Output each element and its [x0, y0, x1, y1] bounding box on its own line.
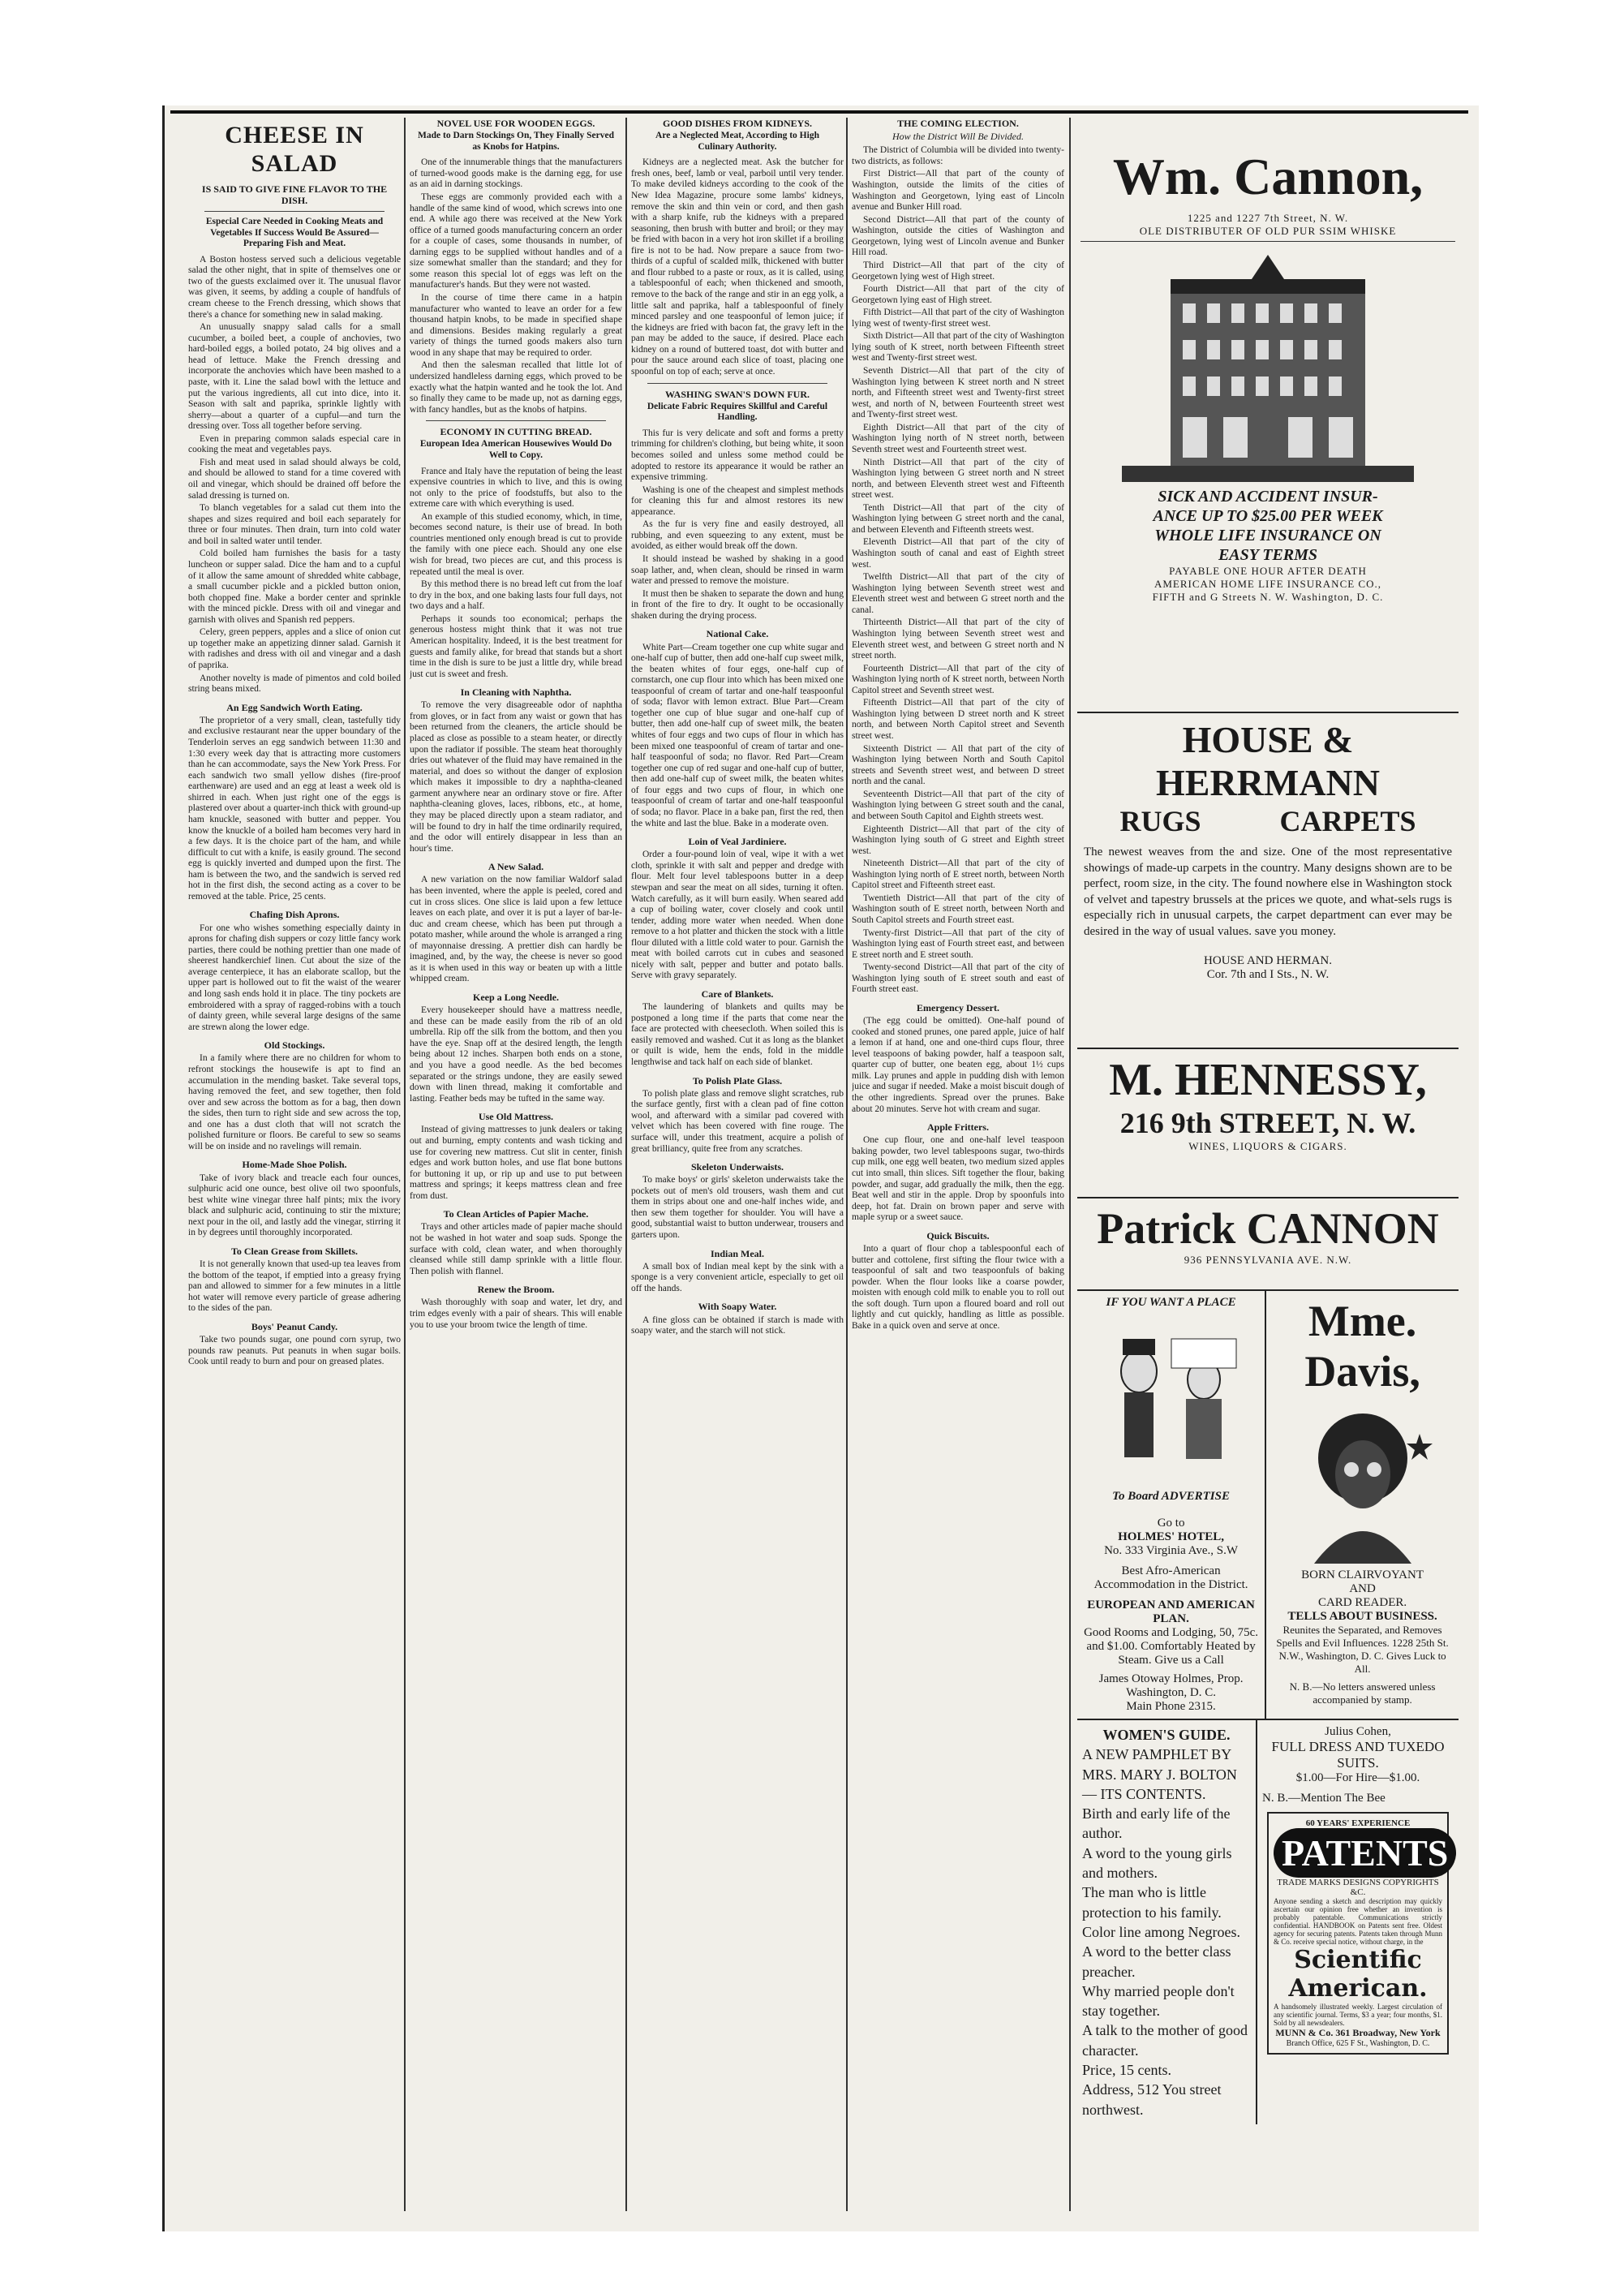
district-paragraph: Ninth District—All that part of the city of Washington lying between G street north and N street north, and between Eleventh street west and Fifteenth street west. [852, 457, 1064, 501]
ad-subtitle [1081, 804, 1455, 838]
paragraph: France and Italy have the reputation of being the least expensive countries in which to live, and this is owing not only to the price of foodstuffs, but also to the extreme care with which everything is used. [410, 466, 622, 510]
headline: THE COMING ELECTION. [897, 118, 1019, 129]
insurance-line: WHOLE LIFE INSURANCE ON [1154, 527, 1381, 544]
deck: Especial Care Needed in Cooking Meats and Vegetables If Success Would Be Assured—Preparing Fish and Meat. [205, 217, 384, 249]
paragraph: In a family where there are no children for whom to refront stockings the housewife is apt to find an accumulation in the mending basket. Take several tops, having removed the feet, and sew together, then fold over and sew across the bottom as for a bag, then down the sides, then turn to right side and sew across the top, and one has a dust cloth that will not scratch the polished furniture or floors. Be careful to sew so seams will be on inside and no ravelings will remain. [188, 1053, 401, 1151]
paragraph: Celery, green peppers, apples and a slice of onion cut up together make an appetizing dinner salad. Garnish it with radishes and dress with oil and vinegar and a dash of paprika. [188, 627, 401, 671]
ad-line: Price, 15 cents. [1082, 2062, 1171, 2079]
ad-line: EUROPEAN AND AMERICAN PLAN. [1087, 1599, 1255, 1625]
paragraph: Order a four-pound loin of veal, wipe it with a wet cloth, sprinkle it with salt and pepper and dredge with flour. Melt four level tablespoons butter in a deep stewpan and sear the meat on all sides, turning it often. Watch carefully, as it will burn easily. When seared add a cup of boiling water, cover closely and cook until tender, adding more water when needed. When done remove to a hot platter and thicken the stock with a little flour diluted with a little cold water to pour. Garnish the meat with boiled carrots cut in cubes and seasoned nicely with salt, pepper and butter and potato balls. Serve with gravy separately. [631, 850, 844, 981]
column-rule [404, 118, 406, 2211]
ad-right-stack [1257, 1720, 1459, 2124]
column-4 [852, 118, 1064, 2211]
ad-line: Branch Office, 625 F St., Washington, D. C. [1286, 2039, 1430, 2048]
district-paragraph: Thirteenth District—All that part of the city of Washington lying between Seventh street west and Eleventh street west, and between G street north and N street north. [852, 617, 1064, 661]
ad-title: Julius Cohen, [1325, 1725, 1391, 1738]
deck: Are a Neglected Meat, According to High Culinary Authority. [655, 131, 819, 152]
insurance-line: AMERICAN HOME LIFE INSURANCE CO., [1154, 578, 1381, 590]
paragraph: To make boys' or girls' skeleton underwaists take the pockets out of men's old trousers, wash them and cut them in strips about one and one-half inches wide, and then sew them together for shoulder. You will have a good, substantial waist to button underwear, trousers and garters upon. [631, 1175, 844, 1241]
paragraph: It is not generally known that used-up tea leaves from the bottom of the teapot, if emptied into a greasy frying pan and allowed to simmer for a few minutes in a little hot water will remove every particle of grease adhering to the sides of the pan. [188, 1259, 401, 1314]
ad-line: Anyone sending a sketch and description may quickly ascertain our opinion free whether an invention is probably patentable. Communications strictly confidential. HANDBOOK on Patents sent free. Oldest agency for securing patents. Patents taken through Munn & Co. receive special notice, without charge, in the [1274, 1897, 1442, 1946]
ad-line: A handsomely illustrated weekly. Largest circulation of any scientific journal. Terms, $3 a year; four months, $1. Sold by all newsdealers. [1274, 2003, 1442, 2027]
paragraph: A new variation on the now familiar Waldorf salad has been invented, where the apple is peeled, cored and cut in cross slices. One slice is laid upon a few lettuce leaves on each plate, and over it is put a layer of bar-le-duc and cream cheese, which has been put through a potato masher, while around the whole is arranged a ring of mayonnaise dressing. A prettier dish can hardly be imagined, and, by the way, the cheese is never so good as it is when used in this way or beaten up with a little whipped cream. [410, 875, 622, 984]
advertise-illustration [1090, 1315, 1252, 1485]
portrait-illustration [1282, 1401, 1444, 1564]
paragraph: Wash thoroughly with soap and water, let dry, and trim edges evenly with a pair of shears. This will enable you to use your broom twice the length of time. [410, 1297, 622, 1330]
ad-title: M. HENNESSY, [1109, 1055, 1427, 1105]
paragraph: A Boston hostess served such a delicious vegetable salad the other night, that in spite of themselves one or two of the guests exclaimed over it. The unusual flavor was given, it seems, by adding a couple of handfuls of cream cheese to the French dressing, which shows that there's a chance for something new in salad making. [188, 254, 401, 320]
paragraph: One cup flour, one and one-half level teaspoon baking powder, two level tablespoons sugar, two-thirds cup milk, one egg well beaten, two medium sized apples cut into small, thin slices. Sift together the flour, baking powder, and sugar, add gradually the milk, then the egg. Beat well and stir in the apple. Drop by spoonfuls into deep, hot fat. Drain on brown paper and serve with maple syrup or a sweet sauce. [852, 1135, 1064, 1223]
paragraph: And then the salesman recalled that little lot of undersized handleless darning eggs, which proved to be exactly what the hatpin wanted and he took the lot. And so finally they came to be made up, not as darning eggs, with fancy handles, but as the knobs of hatpins. [410, 360, 622, 415]
ad-line: $1.00—For Hire—$1.00. [1295, 1771, 1420, 1784]
column-1 [188, 118, 401, 2211]
column-rule [625, 118, 627, 2211]
ad-line: A talk to the mother of good character. [1082, 2022, 1248, 2059]
ad-line: WINES, LIQUORS & CIGARS. [1188, 1140, 1347, 1152]
ad-title: Patrick CANNON [1097, 1204, 1439, 1253]
ad-line: TELLS ABOUT BUSINESS. [1287, 1610, 1437, 1623]
column-rule [846, 118, 848, 2211]
ad-title: HOUSE & HERRMANN [1156, 719, 1380, 803]
paragraph: Take two pounds sugar, one pound corn syrup, two pounds raw peanuts. Put peanuts in when sugar boils. Cook until ready to burn and pour on greased plates. [188, 1335, 401, 1367]
district-paragraph: Eighteenth District—All that part of the city of Washington lying south of G street and Eighth street west. [852, 824, 1064, 856]
paragraph: Instead of giving mattresses to junk dealers or taking out and burning, empty contents and wash ticking and use for covering new mattress. Cut slit in center, finish edges and work button holes, and use flat bone buttons for buttoning it up, or rip up and use to put between mattress and springs; it keeps mattress clean and free from dust. [410, 1125, 622, 1201]
paragraph: An unusually snappy salad calls for a small cucumber, a boiled beet, a couple of anchovies, two hard-boiled eggs, a boiled potato, 24 big olives and a head of lettuce. Make the French dressing and incorporate the anchovies which have been mashed to a paste, with it. Line the salad bowl with the lettuce and put the various ingredients, all cut into dice, into it. Season with salt and paprika, sprinkle lightly with sherry—about a quarter of a cupful—and turn the dressing over. Toss all together before serving. [188, 322, 401, 432]
ad-address: 216 9th STREET, N. W. [1119, 1107, 1416, 1139]
paragraph: A fine gloss can be obtained if starch is made with soapy water, and the starch will not stick. [631, 1315, 844, 1336]
paragraph: By this method there is no bread left cut from the loaf to dry in the box, and one baking lasts four full days, not two days and a half. [410, 579, 622, 612]
ad-title: Wm. Cannon, [1112, 148, 1424, 205]
item-heading: Emergency Dessert. [917, 1001, 999, 1013]
district-paragraph: Eleventh District—All that part of the city of Washington south of canal and east of Eighth street west. [852, 537, 1064, 570]
item-heading: Quick Biscuits. [926, 1229, 990, 1241]
ad-line: FULL DRESS AND TUXEDO SUITS. [1271, 1739, 1445, 1771]
ad-body: The newest weaves from the and size. One of the most representative showings of made-up carpets in the country. Many designs shown are to be perfect, room size, in the city. The found nowhere else in Washington stock of velvet and tapestry brussels at the prices we quote, and what-sels rugs is especially rich in unusual carpets, the carpet department can ever may be desired in the way of usual values. save you money. [1084, 846, 1452, 938]
item-heading: A New Salad. [488, 861, 544, 873]
ad-line: Why married people don't stay together. [1082, 1982, 1235, 2020]
ad-line: N. B.—Mention The Bee [1262, 1792, 1386, 1805]
ad-address: Cor. 7th and I Sts., N. W. [1206, 968, 1330, 981]
district-paragraph: First District—All that part of the county of Washington, outside the limits of the cities of Washington and Georgetown, lying east of Lincoln avenue and Bunker Hill road. [852, 169, 1064, 213]
item-heading: In Cleaning with Naphtha. [460, 686, 572, 699]
deck: Delicate Fabric Requires Skillful and Careful Handling. [647, 401, 828, 423]
district-paragraph: Third District—All that part of the city of Georgetown lying west of High street. [852, 260, 1064, 282]
insurance-line: EASY TERMS [1218, 546, 1318, 564]
item-heading: Boys' Peanut Candy. [251, 1320, 338, 1332]
column-rule [1069, 118, 1071, 2211]
ad-line: Address, 512 You street northwest. [1082, 2081, 1222, 2118]
illustration-caption: To Board ADVERTISE [1112, 1490, 1230, 1503]
item-heading: Old Stockings. [264, 1039, 325, 1052]
divider [647, 383, 827, 384]
headline: WASHING SWAN'S DOWN FUR. [664, 388, 810, 400]
paragraph: A small box of Indian meal kept by the sink with a sponge is a very convenient article, especially to get oil off the hands. [631, 1261, 844, 1293]
paragraph: Fish and meat used in salad should always be cold, and should be allowed to stand for a time covered with oil and vinegar, which should be drained off before the salad dressing is turned on. [188, 457, 401, 501]
paragraph: It must then be shaken to separate the down and hung in front of the fire to dry. It ought to be occasionally shaken during the drying process. [631, 588, 844, 621]
subhead: IS SAID TO GIVE FINE FLAVOR TO THE DISH. [201, 183, 388, 206]
ad-line: Good Rooms and Lodging, 50, 75c. and $1.00. Comfortably Heated by Steam. Give us a Call [1084, 1626, 1259, 1667]
item-heading: Renew the Broom. [477, 1284, 555, 1296]
district-paragraph: Fifteenth District—All that part of the city of Washington lying between D street north and K street north, and between North Capitol street and Seventh street west. [852, 698, 1064, 741]
ad-title: WOMEN'S GUIDE. [1102, 1727, 1231, 1743]
district-paragraph: Twentieth District—All that part of the city of Washington south of E street north, between North and South Capitol streets and Fourth street east. [852, 893, 1064, 925]
paragraph: To blanch vegetables for a salad cut them into the shapes and sizes required and boil each separately for three or four minutes. Then drain, turn into cold water and boil in salted water until tender. [188, 503, 401, 546]
ad-signature: HOUSE AND HERMAN. [1204, 954, 1332, 967]
ad-line: Color line among Negroes. [1082, 1923, 1240, 1940]
paragraph: Into a quart of flour chop a tablespoonful each of butter and cottolene, first sifting the flour twice with a teaspoonful of salt and two teaspoonfuls of baking powder. When the flour looks like a coarse powder, moisten with enough cold milk to enable you to roll out the soft dough. Turn upon a floured board and roll out lightly and cut quickly, handling as little as possible. Bake in a quick oven and serve at once. [852, 1243, 1064, 1331]
insurance-line: SICK AND ACCIDENT INSUR- [1158, 488, 1378, 506]
carpets-label: CARPETS [1279, 805, 1416, 837]
deck: Made to Darn Stockings On, They Finally Served as Knobs for Hatpins. [418, 131, 614, 152]
divider [204, 211, 385, 212]
item-heading: To Polish Plate Glass. [692, 1074, 783, 1087]
ad-line: TRADE MARKS DESIGNS COPYRIGHTS &C. [1277, 1878, 1439, 1897]
paragraph: The proprietor of a very small, clean, tastefully tidy and exclusive restaurant near the upper boundary of the Tenderloin serves an egg sandwich between 11:30 and 1:30 every week day that is attracting more customers than he can accommodate, says the New York Press. For each sandwich two small yellow dishes (fire-proof earthenware) are used and an egg at least a week old is shirred in each. When just right one of the eggs is plastered over about a quarter-inch thick with ground-up ham knuckle, seasoned with butter and pepper. You know the knuckle of a boiled ham becomes very hard in a few days. It is the choice part of the ham, and while difficult to cut with a knife, is easily ground. The second egg is quickly inverted and dumped upon the first. The ham is between the two, and the sandwich is served red hot in the first dish, the second acting as a cover to be removed at the table. Price, 25 cents. [188, 715, 401, 901]
item-heading: National Cake. [706, 628, 769, 640]
divider [426, 420, 606, 421]
item-heading: Chafing Dish Aprons. [249, 909, 340, 921]
item-heading: Indian Meal. [710, 1247, 764, 1259]
paragraph: For one who wishes something especially dainty in aprons for chafing dish suppers or cozy little fancy work parties, there could be nothing prettier than one made of sheerest handkerchief linen. Cut about the size of the average centerpiece, it has an elaborate scallop, but the upper part is hollowed out to fit the waist of the wearer and long sash ends hold it in place. The tiny pockets are embroidered with a spray of ragged-robins with a touch of dainty green, while several large designs of the same are strewn along the lower edge. [188, 923, 401, 1032]
ad-line: AND [1349, 1582, 1376, 1595]
district-paragraph: Twelfth District—All that part of the city of Washington lying between Seventh street west and Eleventh street west and between G street north and the canal. [852, 572, 1064, 615]
ad-title: Scientific American. [1288, 1946, 1428, 2003]
ad-line: Best Afro-American Accommodation in the District. [1093, 1564, 1248, 1591]
paragraph: (The egg could be omitted). One-half pound of cooked and stoned prunes, one pared apple, juice of half a lemon if at hand, one and one-third cups flour, three level teaspoons of baking powder, half a teaspoon salt, quarter cup of butter, one beaten egg, about 1½ cups milk. Lay prunes and apple in pudding dish with lemon juice and sugar if needed. Make a moist biscuit dough of the other ingredients. Spread over the prunes. Bake about 20 minutes. Serve hot with cream and sugar. [852, 1016, 1064, 1114]
paragraph: To remove the very disagreeable odor of naphtha from gloves, or in fact from any waist or gown that has been returned from the cleaners, the article should be placed as close as possible to a steam heater, or directly upon the radiator if possible. The steam heat thoroughly dries out whatever of the fluid may have remained in the material, and does so without the danger of explosion which makes it impossible to dry a naphtha-cleaned garment anywhere near an ordinary stove or fire. After naphtha-cleaning gloves, laces, ribbons, etc., at home, they may be placed directly upon a steam radiator, and will be found to dry in half the time ordinarily required, and the odor will entirely disappear in less than an hour's time. [410, 700, 622, 854]
ad-line: A word to the better class preacher. [1082, 1943, 1231, 1980]
paragraph: One of the innumerable things that the manufacturers of turned-wood goods make is the darning egg, for use as an aid in darning stockings. [410, 157, 622, 190]
insurance-line: FIFTH and G Streets N. W. Washington, D. C. [1152, 591, 1384, 603]
ad-patrick-cannon [1077, 1198, 1459, 1291]
building-illustration [1122, 247, 1414, 482]
ad-line: Main Phone 2315. [1126, 1700, 1216, 1713]
ad-line: MUNN & Co. 361 Broadway, New York [1275, 2027, 1441, 2038]
ad-line: BORN CLAIRVOYANT [1301, 1568, 1424, 1581]
paragraph: Washing is one of the cheapest and simplest methods for cleaning this fur and almost restores its new appearance. [631, 484, 844, 517]
paragraph: Kidneys are a neglected meat. Ask the butcher for fresh ones, beef, lamb or veal, parboil until very tender. To make deviled kidneys according to the cook of the New Idea Magazine, procure some lambs' kidneys, remove the skin and thin vein or cord, and then gash with a sharp knife, rub the kidneys with a prepared seasoning, then brush with butter and broil; or they may be fried with bacon in a very hot iron skillet if a broiling fire is not to be had. Now prepare a sauce from two-thirds of a cupful of scalded milk, thickened with butter and flour rubbed to a paste or roux, as it is called, using a tablespoonful of each; when thickened and smooth, remove to the back of the range and stir in an egg yolk, a little salt and paprika, half a tablespoonful of finely minced parsley and one teaspoonful of lemon juice; if the kidneys are fried with bacon fat, the gravy left in the pan may be added to the sauce, if desired. Place each kidney on a round of buttered toast, dot with butter and pour the sauce around each slice of toast, placing one spoonful on top of each; serve at once. [631, 157, 844, 377]
ad-address: 936 PENNSYLVANIA AVE. N.W. [1184, 1254, 1352, 1266]
insurance-line: ANCE UP TO $25.00 PER WEEK [1153, 507, 1383, 525]
column-3 [631, 118, 844, 2211]
ad-patents [1267, 1812, 1449, 2055]
item-heading: Loin of Veal Jardiniere. [688, 836, 787, 848]
paragraph: In the course of time there came in a hatpin manufacturer who wanted to leave an order for a few thousand hatpin knobs, to be made in specified shape and dimensions. Besides making regularly a great variety of things the turned goods makers also turn wood in any shape that may be required to order. [410, 293, 622, 358]
item-heading: Use Old Mattress. [478, 1111, 554, 1123]
district-paragraph: Fourth District—All that part of the city of Georgetown lying east of High street. [852, 284, 1064, 305]
ad-title: HOLMES' HOTEL, [1118, 1530, 1224, 1543]
item-heading: Skeleton Underwaists. [690, 1161, 784, 1173]
subhead: How the District Will Be Divided. [892, 131, 1024, 143]
insurance-line: PAYABLE ONE HOUR AFTER DEATH [1169, 565, 1367, 577]
illustration-caption: IF YOU WANT A PLACE [1106, 1296, 1236, 1309]
district-paragraph: Fifth District—All that part of the city of Washington lying west of twenty-first street west. [852, 308, 1064, 329]
ad-line: 60 YEARS' EXPERIENCE [1305, 1818, 1411, 1828]
ad-line: James Otoway Holmes, Prop. [1098, 1672, 1244, 1685]
ad-row [1077, 1720, 1459, 2124]
paragraph: Perhaps it sounds too economical; perhaps the generous hostess might think that it was not true American hospitality. Indeed, it is the best treatment for guests and family alike, for bread that stands but a short time in the dish is sure to be just a little dry, while bread just cut is sweet and fresh. [410, 613, 622, 679]
ad-address: No. 333 Virginia Ave., S.W [1104, 1544, 1239, 1557]
district-paragraph: Nineteenth District—All that part of the city of Washington lying north of E street north, between North Capitol street and Fifteenth street east. [852, 858, 1064, 891]
headline: ECONOMY IN CUTTING BREAD. [440, 426, 592, 438]
ad-line: Reunites the Separated, and Removes Spells and Evil Influences. 1228 25th St. N.W., Washington, D. C. Gives Luck to All. [1276, 1624, 1449, 1675]
ad-line: A NEW PAMPHLET BY MRS. MARY J. BOLTON — ITS CONTENTS. [1082, 1746, 1237, 1802]
paragraph: Trays and other articles made of papier mache should not be washed in hot water and soap suds. Sponge the surface with cold, clean water, and when thoroughly cleansed while still damp sprinkle with a little flour. Then polish with flannel. [410, 1222, 622, 1276]
district-paragraph: Second District—All that part of the county of Washington, outside the cities of Washington and Georgetown, lying west of Lincoln avenue and Bunker Hill road. [852, 214, 1064, 258]
paragraph: The District of Columbia will be divided into twenty-two districts, as follows: [852, 145, 1064, 166]
headline: NOVEL USE FOR WOODEN EGGS. [436, 118, 595, 129]
column-2 [410, 118, 622, 2211]
item-heading: With Soapy Water. [698, 1301, 777, 1313]
district-paragraph: Eighth District—All that part of the city of Washington lying north of N street north, between Seventh street west and Fourteenth street west. [852, 422, 1064, 454]
district-paragraph: Twenty-first District—All that part of the city of Washington lying east of Fourth street east, and between E street north and E street south. [852, 927, 1064, 960]
paragraph: Another novelty is made of pimentos and cold boiled string beans mixed. [188, 673, 401, 695]
district-paragraph: Sixteenth District — All that part of the city of Washington lying between North and South Capitol streets and Seventh street west, and between D street north and the canal. [852, 743, 1064, 787]
item-heading: To Clean Articles of Papier Mache. [443, 1208, 589, 1220]
district-paragraph: Seventh District—All that part of the city of Washington lying between K street north and N street north, and Fifteenth street west and Twenty-first street west, and north of N, between Fourteenth street west and Twenty-first street west. [852, 366, 1064, 420]
paragraph: An example of this studied economy, which, in time, becomes second nature, is their use of bread. In both countries mentioned only enough bread is cut to provide the family with one piece each. Should any one else wish for bread, two pieces are cut, and this process is repeated until the meal is over. [410, 511, 622, 577]
district-paragraph: Fourteenth District—All that part of the city of Washington lying north of K street north, between North Capitol street and Seventh street west. [852, 663, 1064, 695]
paragraph: These eggs are commonly provided each with a handle of the same kind of wood, which screws into one end. A while ago there was received at the New York office of a turned goods manufacturing concern an order for a couple of cases, some thousands in number, of darning eggs to be supplied without handles and of a size somewhat smaller than the standard; and they for some reason this special lot of eggs was left on the manufacturer's hands. But they were not wasted. [410, 191, 622, 290]
district-list [852, 169, 1064, 996]
ad-line: Go to [1157, 1517, 1185, 1530]
ad-line: The man who is little protection to his family. [1082, 1884, 1222, 1921]
ad-line: Birth and early life of the author. [1082, 1805, 1231, 1842]
deck: European Idea American Housewives Would Do Well to Copy. [419, 439, 612, 460]
ad-line: A word to the young girls and mothers. [1082, 1844, 1232, 1882]
headline: GOOD DISHES FROM KIDNEYS. [662, 118, 813, 129]
ad-line: OLE DISTRIBUTER OF OLD PUR SSIM WHISKE [1081, 225, 1455, 242]
item-heading: Apple Fritters. [927, 1121, 989, 1134]
paragraph: It should instead be washed by shaking in a good soap lather, and, when clean, should be rinsed in warm water and pressed to remove the moisture. [631, 554, 844, 587]
ad-mme-davis [1266, 1291, 1459, 1719]
ad-womens-guide [1077, 1720, 1257, 2124]
ad-line: CARD READER. [1317, 1596, 1407, 1609]
ad-address: 1225 and 1227 7th Street, N. W. [1187, 212, 1349, 224]
headline: CHEESE IN SALAD [225, 122, 364, 178]
district-paragraph: Twenty-second District—All that part of the city of Washington lying south of E street south and east of Fourth street east. [852, 962, 1064, 995]
item-heading: Care of Blankets. [701, 988, 774, 1000]
ad-title: PATENTS [1274, 1828, 1456, 1878]
advertisement-column [1077, 118, 1459, 2211]
ad-title: Mme. Davis, [1304, 1297, 1420, 1396]
paragraph: Even in preparing common salads especial care in cooking the meat and vegetables pays. [188, 433, 401, 455]
rugs-label: RUGS [1119, 805, 1201, 837]
ad-holmes-hotel [1077, 1291, 1266, 1719]
paragraph: As the fur is very fine and easily destroyed, all rubbing, and even squeezing to any extent, must be avoided, as either would break off the down. [631, 519, 844, 552]
item-heading: To Clean Grease from Skillets. [230, 1245, 359, 1257]
ad-wm-cannon [1077, 118, 1459, 713]
paragraph: This fur is very delicate and soft and forms a pretty trimming for children's clothing, but being white, it soon becomes soiled and unless some method could be adopted to restore its appearance it would be rather an expensive trimming. [631, 428, 844, 483]
ad-line: Washington, D. C. [1126, 1686, 1216, 1699]
paragraph: Cold boiled ham furnishes the basis for a tasty luncheon or supper salad. Dice the ham and to a cupful of it allow the same amount of shredded white cabbage, a small cucumber pickle and a pickled button onion, both chopped fine. Make a border center and sprinkle with the minced pickle. Dress with oil and vinegar and garnish with olives and Spanish red peppers. [188, 549, 401, 625]
item-heading: Keep a Long Needle. [473, 992, 559, 1003]
paragraph: To polish plate glass and remove slight scratches, rub the surface gently, first with a clean pad of fine cotton wool, and afterward with a similar pad covered with velvet which has been covered with fine rouge. The surface will, under this treatment, acquire a polish of great brilliancy, quite free from any scratches. [631, 1088, 844, 1154]
item-heading: An Egg Sandwich Worth Eating. [226, 701, 363, 713]
paragraph: Every housekeeper should have a mattress needle, and these can be made easily from the rib of an old umbrella. Rip off the silk from the bottom, and then you have the eye. Snap off at the desired length, the length being about 12 inches. Sharpen both ends on a stone, and you have a good needle. As the bed becomes separated or the strings undone, they are easily sewed down with linen thread, making it comfortable and lasting. Feather beds may be tufted in the same way. [410, 1005, 622, 1104]
district-paragraph: Seventeenth District—All that part of the city of Washington lying between G street south and the canal, and between South Capitol and Eighth streets west. [852, 789, 1064, 821]
ad-line: N. B.—No letters answered unless accompanied by stamp. [1289, 1680, 1436, 1706]
paragraph: Take of ivory black and treacle each four ounces, sulphuric acid one ounce, best olive oil two spoonfuls, best white wine vinegar three half pints; mix the ivory black and sulphuric acid, continuing to stir the mixture; next pour in the oil, and lastly add the vinegar, stirring it in by degrees until thoroughly incorporated. [188, 1173, 401, 1238]
ad-house-herrmann [1077, 713, 1459, 1049]
top-rule [170, 110, 1468, 114]
paragraph: The laundering of blankets and quilts may be postponed a long time if the parts that come near the face are protected with cheesecloth. When soiled this is easily removed and washed. Cut it as long as the blanket or quilt is wide, hem the ends, fold in the middle lengthwise and tack half on each side of blanket. [631, 1002, 844, 1067]
district-paragraph: Tenth District—All that part of the city of Washington lying between G street north and the canal, and between Eleventh and Fifteenth streets west. [852, 502, 1064, 535]
ad-row [1077, 1291, 1459, 1720]
paragraph: White Part—Cream together one cup white sugar and one-half cup of butter, then add one-half cup sweet milk, the beaten whites of four eggs, one-half cup of cornstarch, one cup flour into which has been mixed one teaspoonful of cream of tartar and one-half teaspoonful of soda; flavor with lemon extract. Blue Part—Cream together one cup of blue sugar and one-half cup of butter, then add one-half cup of sweet milk, the beaten whites of four eggs and two cups of flour in which has been mixed one teaspoonful of cream of tartar and one-half teaspoonful of soda; no flavor. Red Part—Cream together one cup of red sugar and one-half cup of butter, then add one-half cup of sweet milk, the beaten whites of four eggs and two cups of flour, in which one teaspoonful of cream of tartar and one-half teaspoonful of soda; no flavor. Place in a bake pan, first the red, then the white and last the blue. Bake in a moderate oven. [631, 642, 844, 828]
district-paragraph: Sixth District—All that part of the city of Washington lying south of K street, north between Fifteenth street west and Twenty-first street west. [852, 331, 1064, 364]
ad-hennessy [1077, 1049, 1459, 1198]
item-heading: Home-Made Shoe Polish. [242, 1159, 347, 1171]
